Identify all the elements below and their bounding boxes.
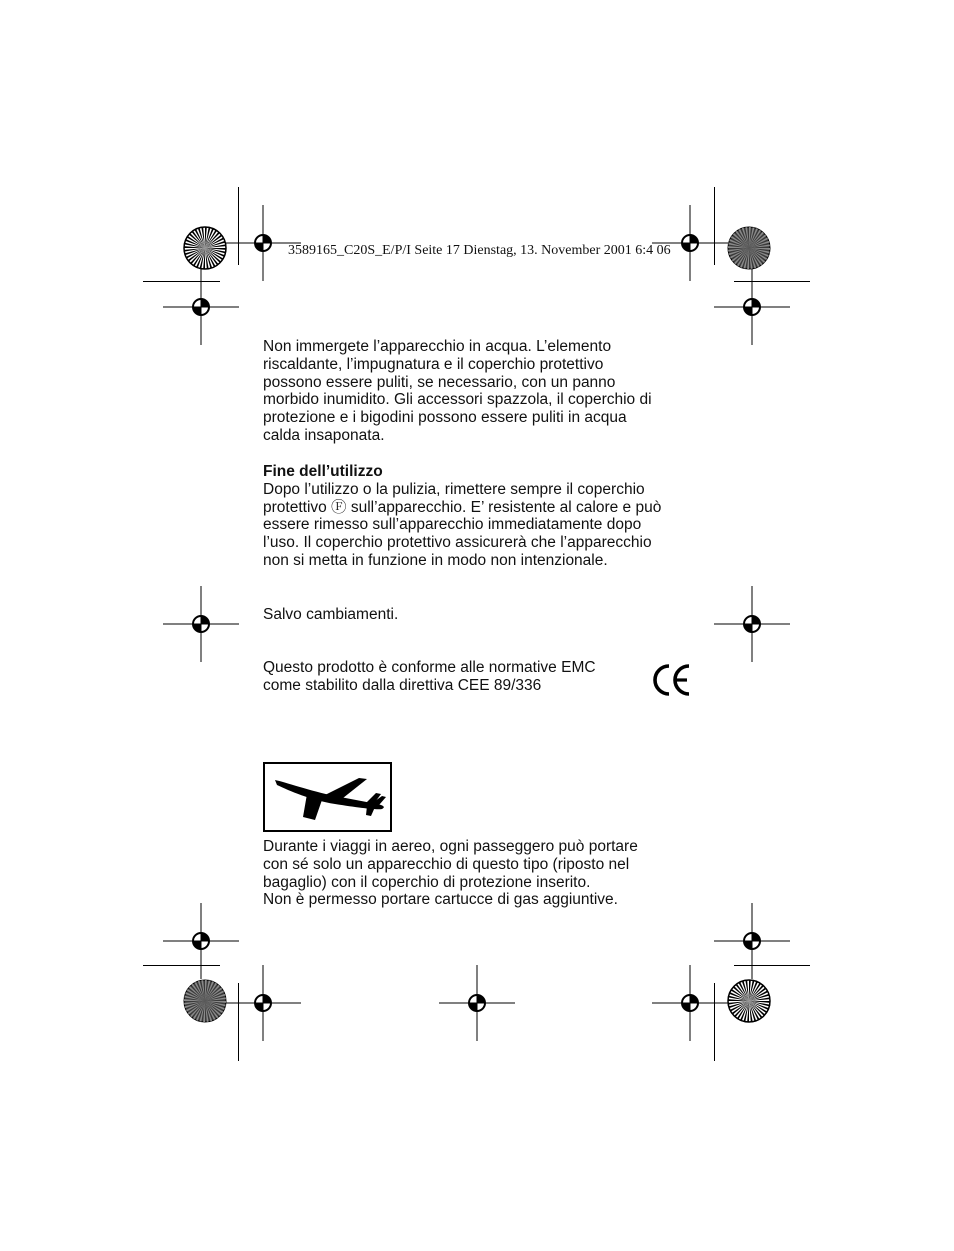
color-target-icon [727,979,771,1023]
end-of-use-heading: Fine dell’utilizzo [263,463,383,480]
registration-mark-icon [151,574,251,674]
air-travel-notice: Durante i viaggi in aereo, ogni passeggero può portare con sé solo un apparecchio di questo tipo (riposto nel bagaglio) con il coperchio di protezione inserito. Non è permesso portare cartucce di gas aggiuntive. [263,838,638,909]
registration-mark-icon [640,953,740,1053]
cleaning-paragraph: Non immergete l’apparecchio in acqua. L’elemento riscaldante, l’impugnatura e il coperchio protettivo possono essere puliti, se necessario, con un panno morbido inumidito. Gli accessori spazzola, il coperchio di protezione e i bigodini possono essere puliti in acqua calda insaponata. [263,338,652,444]
registration-mark-icon [702,574,802,674]
changes-notice: Salvo cambiamenti. [263,606,399,623]
airplane-icon [265,764,390,830]
end-of-use-text: Dopo l’utilizzo o la pulizia, rimettere sempre il coperchio protettivo Ⓕ sull’apparecchio. E’ resistente al calore e può essere rimesso sull’apparecchio immediatamente dopo l’uso. Il coperchio protettivo assicurerà che l’apparecchio non si metta in funzione in modo non intenzionale. [263,480,662,569]
color-target-icon [183,226,227,270]
emc-notice: Questo prodotto è conforme alle normative EMC come stabilito dalla direttiva CEE 89/336 [263,659,596,694]
registration-mark-icon [427,953,527,1053]
print-slug-line: 3589165_C20S_E/P/I Seite 17 Dienstag, 13. November 2001 6:4 06 [288,243,671,258]
registration-mark-icon [702,257,802,357]
color-target-icon [727,226,771,270]
registration-mark-icon [213,953,313,1053]
color-target-icon [183,979,227,1023]
ce-mark-icon [652,663,692,697]
registration-mark-icon [151,257,251,357]
airplane-box [263,762,392,832]
end-of-use-section [263,463,703,570]
